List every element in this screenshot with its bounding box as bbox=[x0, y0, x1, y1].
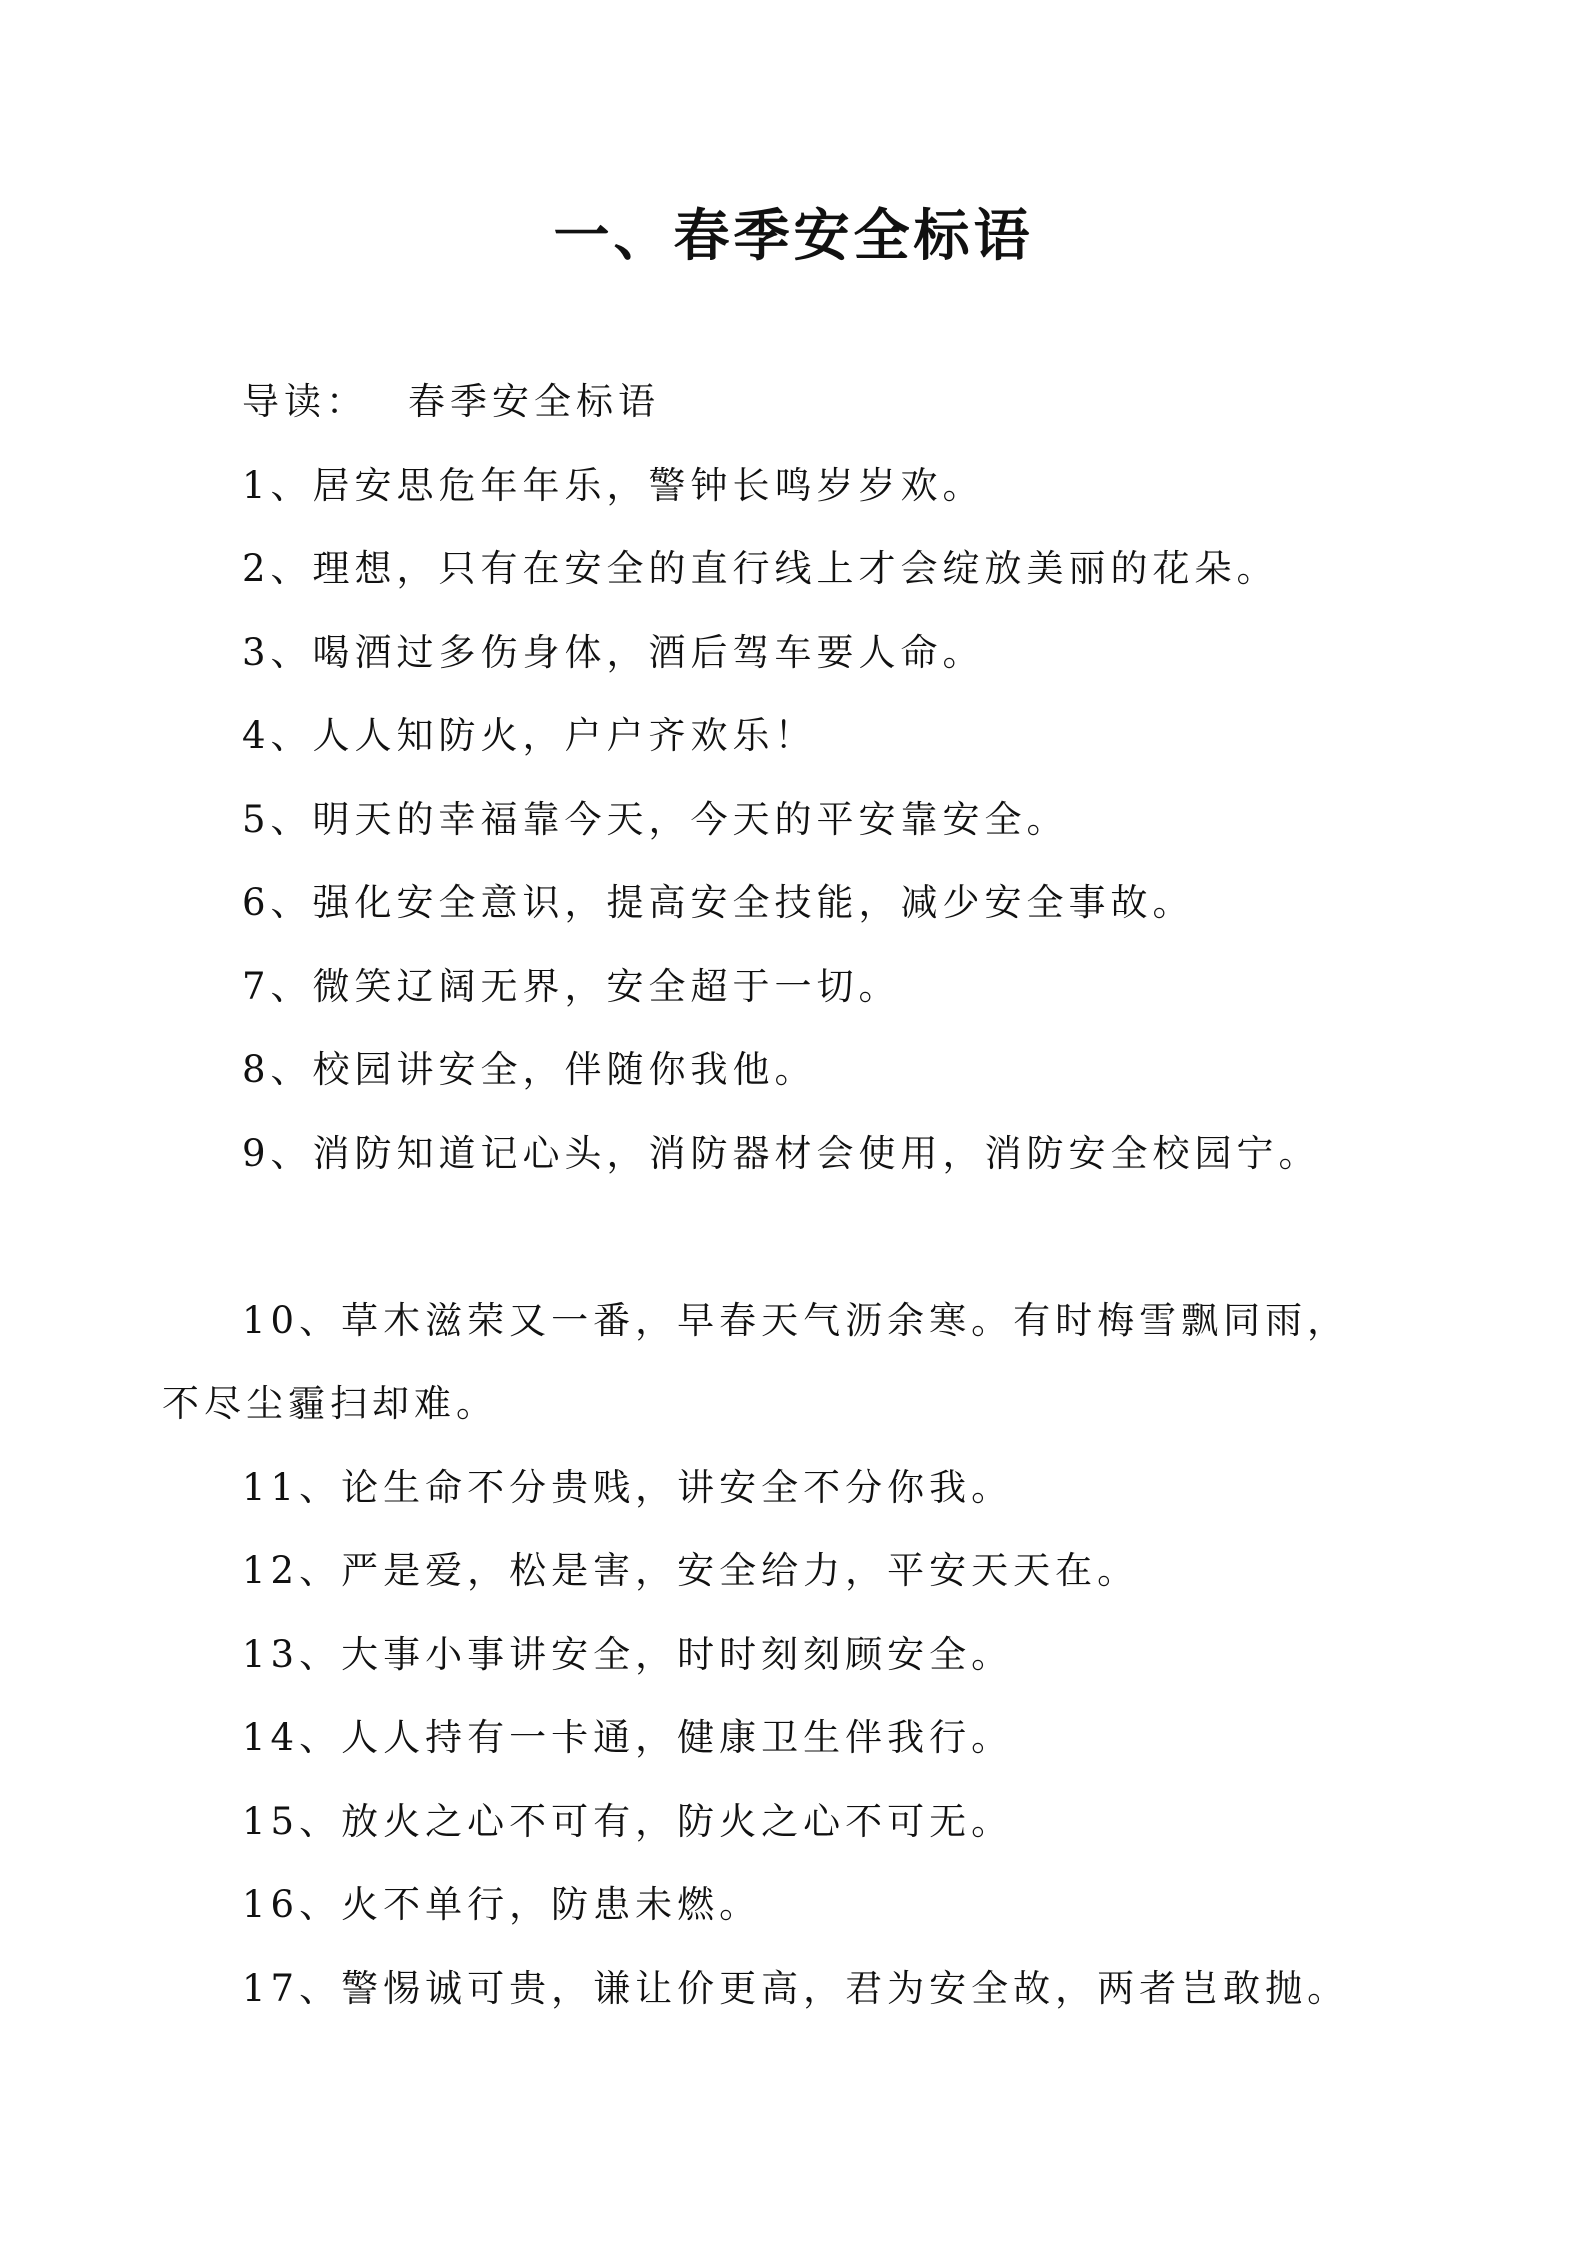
slogan-item: 5、明天的幸福靠今天，今天的平安靠安全。 bbox=[242, 797, 1069, 841]
slogan-item: 4、人人知防火，户户齐欢乐！ bbox=[242, 714, 817, 757]
document-title: 一、春季安全标语 bbox=[553, 203, 1034, 269]
slogan-item: 15、放火之心不可有，防火之心不可无。 bbox=[242, 1799, 1014, 1843]
slogan-item: 1、居安思危年年乐，警钟长鸣岁岁欢。 bbox=[242, 463, 985, 507]
intro-text: 春季安全标语 bbox=[408, 380, 660, 423]
slogan-item-10: 10、草木滋荣又一番，早春天气沥余寒。有时梅雪飘同雨，不尽尘霾扫却难。 bbox=[162, 1298, 1350, 1425]
intro-label: 导读： bbox=[242, 380, 368, 423]
slogan-item: 16、火不单行，防患未燃。 bbox=[242, 1883, 762, 1926]
slogan-item: 3、喝酒过多伤身体，酒后驾车要人命。 bbox=[242, 630, 985, 674]
slogan-item: 17、警惕诚可贵，谦让价更高，君为安全故，两者岂敢抛。 bbox=[242, 1966, 1350, 2010]
slogan-item: 9、消防知道记心头，消防器材会使用，消防安全校园宁。 bbox=[242, 1131, 1321, 1175]
intro-paragraph bbox=[162, 360, 1352, 444]
slogan-list-b bbox=[162, 1446, 1352, 2031]
slogan-item: 12、严是爱，松是害，安全给力，平安天天在。 bbox=[242, 1549, 1140, 1592]
slogan-list-a bbox=[162, 444, 1352, 1196]
slogan-item: 2、理想，只有在安全的直行线上才会绽放美丽的花朵。 bbox=[242, 547, 1279, 590]
document-body bbox=[162, 360, 1352, 2030]
slogan-item: 13、大事小事讲安全，时时刻刻顾安全。 bbox=[242, 1632, 1014, 1676]
slogan-item: 14、人人持有一卡通，健康卫生伴我行。 bbox=[242, 1716, 1014, 1759]
slogan-item: 8、校园讲安全，伴随你我他。 bbox=[242, 1048, 817, 1091]
slogan-item: 7、微笑辽阔无界，安全超于一切。 bbox=[242, 964, 901, 1008]
paragraph-spacer bbox=[242, 1195, 1352, 1279]
slogan-item: 11、论生命不分贵贱，讲安全不分你我。 bbox=[242, 1465, 1014, 1509]
slogan-item: 6、强化安全意识，提高安全技能，减少安全事故。 bbox=[242, 881, 1195, 924]
